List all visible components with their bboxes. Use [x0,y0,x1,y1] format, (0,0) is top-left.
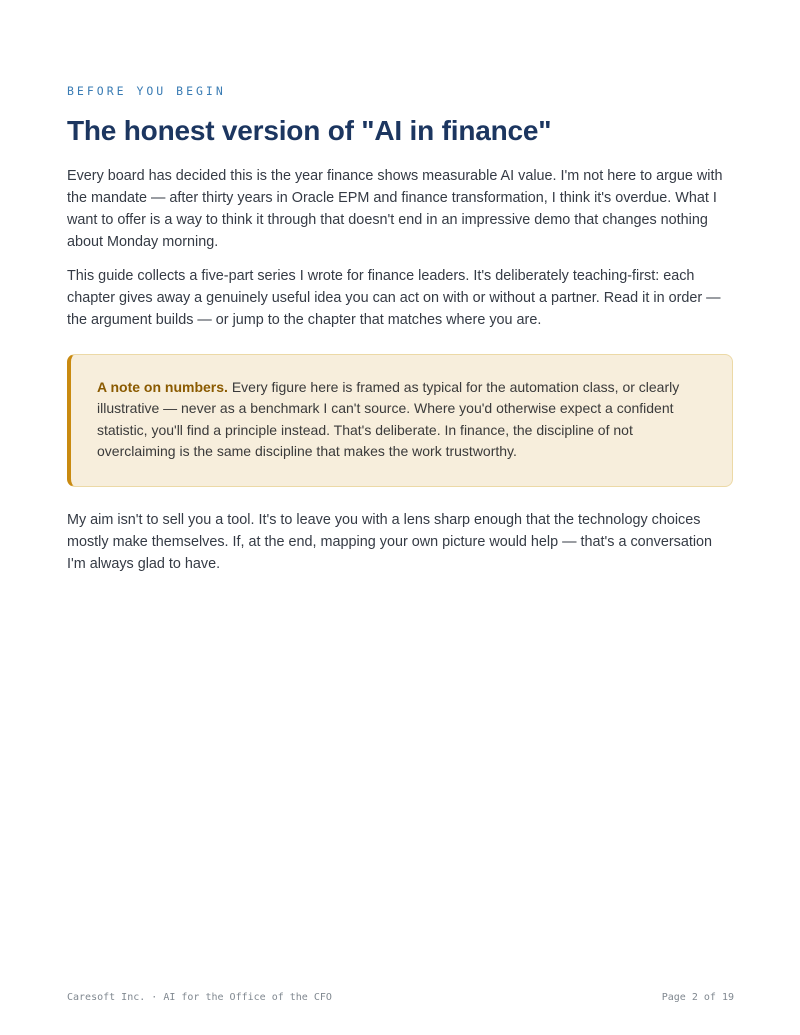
note-callout-text [97,377,704,462]
closing-paragraph: My aim isn't to sell you a tool. It's to leave you with a lens sharp enough that the technology choices mostly make themselves. If, at the end, mapping your own picture would help — that's a conversation I'm always glad to have. [67,512,713,573]
note-callout-lead: A note on numbers. [97,379,228,395]
intro-paragraph: Every board has decided this is the year finance shows measurable AI value. I'm not here to argue with the mandate — after thirty years in Oracle EPM and finance transformation, I think it's overdue. What I want to offer is a way to think it through that doesn't end in an impressive demo that changes nothing about Monday morning. [67,168,723,250]
note-callout-body: Every figure here is framed as typical for the automation class, or clearly illustrative — never as a benchmark I can't source. Where you'd otherwise expect a confident statistic, you'll find a principle instead. That's deliberate. In finance, the discipline of not overclaiming is the same discipline that makes the work trustworthy. [97,379,680,459]
page-title: The honest version of "AI in finance" [67,115,552,146]
section-eyebrow: BEFORE YOU BEGIN [67,84,226,98]
footer-page-number: Page 2 of 19 [661,992,734,1003]
footer-company: Caresoft Inc. · AI for the Office of the CFO [67,992,332,1003]
guide-paragraph: This guide collects a five-part series I wrote for finance leaders. It's deliberately teaching-first: each chapter gives away a genuinely useful idea you can act on with or without a partner. Read it in order — the argument builds — or jump to the chapter that matches where you are. [67,268,721,328]
page-content [67,84,733,575]
note-callout [67,354,733,487]
page-footer [67,991,734,1005]
